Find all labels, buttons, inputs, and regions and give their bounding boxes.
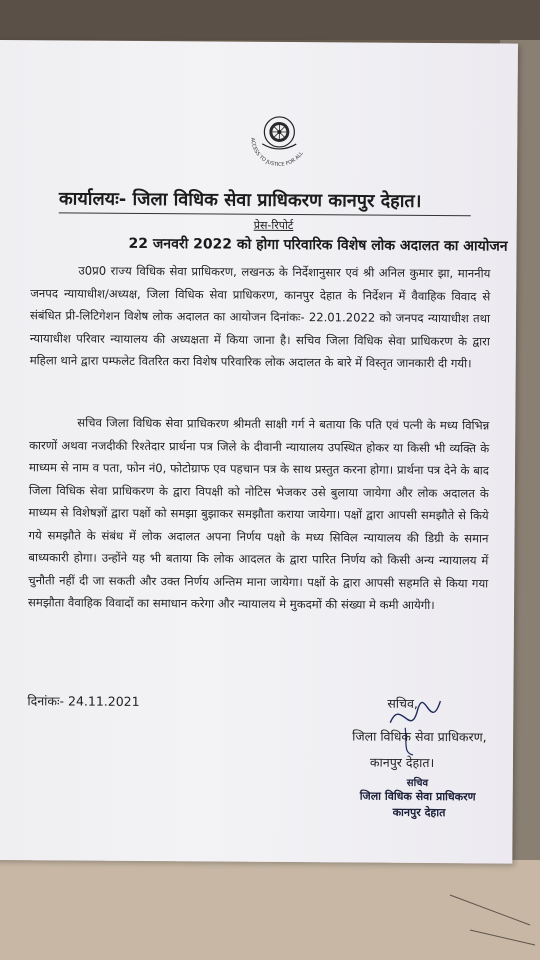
emblem-caption: ACCESS TO JUSTICE FOR ALL [249,137,305,168]
svg-text:ACCESS TO JUSTICE FOR ALL [249,137,305,168]
press-report-label: प्रेस-रिपोर्ट [253,218,294,233]
document-page [0,40,518,864]
paragraph-1-text: उ0प्र0 राज्य विधिक सेवा प्राधिकरण, लखनऊ के निर्देशानुसार एवं श्री अनिल कुमार झा, माननीय जनपद न्यायाधीश/अध्यक्ष, जिला विधिक सेवा प्राधिकरण, कानपुर देहात के निर्देशन में वैवाहिक विवाद से संबंधित प्री-लिटिगेशन विशेष लोक अदालत का आयोजन दिनांकः- 22.01.2022 को जनपद न्यायाधीश तथा न्यायाधीश परिवार न्यायालय की अध्यक्षता में किया जाना है। सचिव जिला विधिक सेवा प्राधिकरण के द्वारा महिला थाने द्वारा पम्फलेट वितरित करा विशेष परिवारिक लोक अदालत के बारे में विस्तृत जानकारी दी गयी। [29,263,491,371]
signoff-line-3: कानपुर देहात। [369,754,435,771]
stamp-line-3: कानपुर देहात [392,805,446,820]
body-paragraph-2 [28,411,489,617]
paper-crease-marks [440,890,540,950]
legal-services-emblem-icon [242,98,317,173]
stamp-line-2: जिला विधिक सेवा प्राधिकरण [359,789,476,804]
stamp-line-1: सचिव [406,777,429,790]
signoff-line-1: सचिव, [387,695,418,711]
signoff-line-2: जिला विधिक सेवा प्राधिकरण, [352,728,487,745]
event-subheading: 22 जनवरी 2022 को होगा परिवारिक विशेष लोक अदालत का आयोजन [128,235,508,255]
office-heading-text: कार्यालयः- जिला विधिक सेवा प्राधिकरण कानपुर देहात। [58,188,422,212]
office-heading [59,186,499,213]
body-paragraph-1 [30,259,491,375]
paragraph-2-text: सचिव जिला विधिक सेवा प्राधिकरण श्रीमती साक्षी गर्ग ने बताया कि पति एवं पत्नी के मध्य विभिन्न कारणों अथवा नजदीकी रिश्तेदार प्रार्थना पत्र जिले के दीवानी न्यायालय उपस्थित होकर या किसी भी व्यक्ति के माध्यम से नाम व पता, फोन नं0, फोटोग्राफ एव पहचान पत्र के साथ प्रस्तुत करना होगा। प्रार्थना पत्र देने के बाद जिला विधिक सेवा प्राधिकरण के द्वारा विपक्षी को नोटिस भेजकर उसे बुलाया जायेगा और लोक अदालत के माध्यम से विशेषज्ञों द्वारा पक्षों को समझा बुझाकर समझौता कराया जायेगा। पक्षों द्वारा आपसी समझौते से किये गये समझौते के संबंध में लोक अदालत अपना निर्णय पक्षो के मध्य सिविल न्यायालय की डिग्री के समान बाध्यकारी होगा। उन्होंने यह भी बताया कि लोक आदलत के द्वारा पारित निर्णय को किसी अन्य न्यायालय में चुनौती नहीं दी जा सकती और उक्त निर्णय अन्तिम माना जायेगा। पक्षों के द्वारा आपसी सहमति से किया गया समझौता वैवाहिक विवादों का समाधान करेगा और न्यायालय मे मुकदमों की संख्या मे कमी आयेगी। [28,415,490,613]
background-top [0,0,540,40]
letter-date: दिनांकः- 24.11.2021 [27,693,140,709]
